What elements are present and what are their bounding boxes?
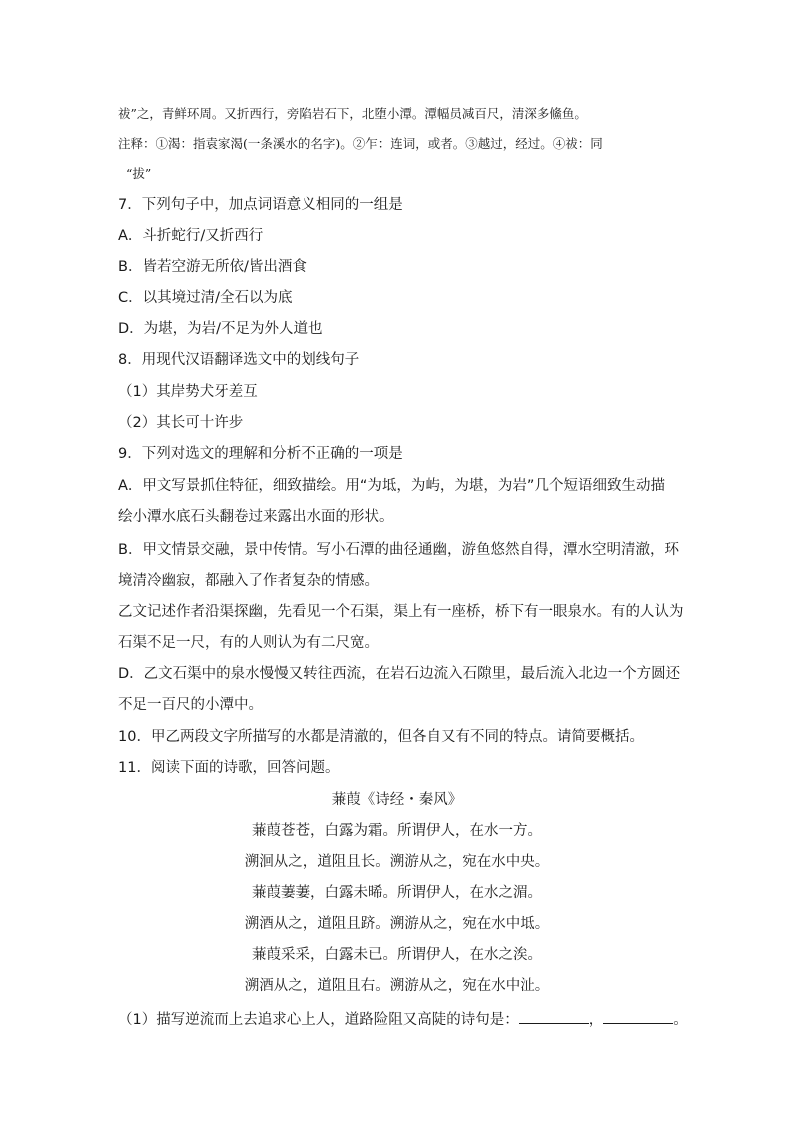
poem-title: 蒹葭《诗经・秦风》 — [331, 792, 463, 808]
poem-line: 溯洄从之，道阻且长。溯游从之，宛在水中央。 — [244, 854, 550, 870]
question-9-option-c: 乙文记述作者沿渠探幽，先看见一个石渠，渠上有一座桥，桥下有一眼泉水。有的人认为 — [118, 604, 684, 620]
poem-line: 蒹葭苍苍，白露为霜。所谓伊人，在水一方。 — [252, 823, 542, 839]
poem-line: 蒹葭萋萋，白露未晞。所谓伊人，在水之湄。 — [252, 885, 542, 901]
answer-blank-2[interactable] — [603, 1009, 673, 1024]
question-10-stem: 10．甲乙两段文字所描写的水都是清澈的，但各自又有不同的特点。请简要概括。 — [118, 729, 644, 745]
blank-separator: ， — [588, 1012, 604, 1028]
question-7-option-a: A．斗折蛇行/又折西行 — [118, 228, 264, 244]
poem-line: 溯酒从之，道阻且跻。溯游从之，宛在水中坻。 — [244, 916, 550, 932]
question-9-option-b: B．甲文情景交融，景中传情。写小石潭的曲径通幽，游鱼悠然自得，潭水空明清澈，环 — [118, 542, 679, 558]
question-11-sub-1-text: （1）描写逆流而上去追求心上人，道路险阻又高陡的诗句是： — [118, 1012, 519, 1028]
question-8-stem: 8．用现代汉语翻译选文中的划线句子 — [118, 352, 360, 368]
question-7-stem: 7．下列句子中，加点词语意义相同的一组是 — [118, 197, 403, 213]
passage-line: 祓”之，青鲜环周。又折西行，旁陷岩石下，北堕小潭。潭幅员减百尺，清深多鯈鱼。 — [118, 106, 587, 121]
sentence-end: 。 — [673, 1012, 688, 1028]
question-9-stem: 9．下列对选文的理解和分析不正确的一项是 — [118, 446, 403, 462]
question-7-option-c: C．以其境过清/全石以为底 — [118, 290, 293, 306]
question-8-item-2: （2）其长可十许步 — [118, 415, 244, 431]
answer-blank-1[interactable] — [519, 1009, 589, 1024]
question-7-option-b: B．皆若空游无所依/皆出酒食 — [118, 259, 307, 275]
question-7-option-d: D．为堪，为岩/不足为外人道也 — [118, 321, 323, 337]
poem-line: 溯酒从之，道阻且右。溯游从之，宛在水中沚。 — [244, 978, 550, 994]
passage-notes-cont: “拔” — [126, 166, 152, 181]
question-9-option-a: A．甲文写景抓住特征，细致描绘。用“为坻，为屿，为堪，为岩”几个短语细致生动描 — [118, 478, 665, 494]
passage-notes: 注释：①渴：指袁家渴(一条溪水的名字)。②乍：连词，或者。③越过，经过。④祓：同 — [118, 136, 603, 151]
question-9-option-d-cont: 不足一百尺的小潭中。 — [118, 697, 263, 713]
question-11-sub-1 — [118, 1009, 688, 1030]
question-11-stem: 11．阅读下面的诗歌，回答问题。 — [118, 760, 340, 776]
question-9-option-d: D．乙文石渠中的泉水慢慢又转往西流，在岩石边流入石隙里，最后流入北边一个方圆还 — [118, 666, 681, 682]
question-9-option-a-cont: 绘小潭水底石头翻卷过来露出水面的形状。 — [118, 509, 394, 525]
question-9-option-b-cont: 境清冷幽寂，都融入了作者复杂的情感。 — [118, 573, 379, 589]
question-8-item-1: （1）其岸势犬牙差互 — [118, 384, 258, 400]
poem-line: 蒹葭采采，白露未已。所谓伊人，在水之涘。 — [252, 947, 542, 963]
question-9-option-c-cont: 石渠不足一尺，有的人则认为有二尺宽。 — [118, 635, 379, 651]
